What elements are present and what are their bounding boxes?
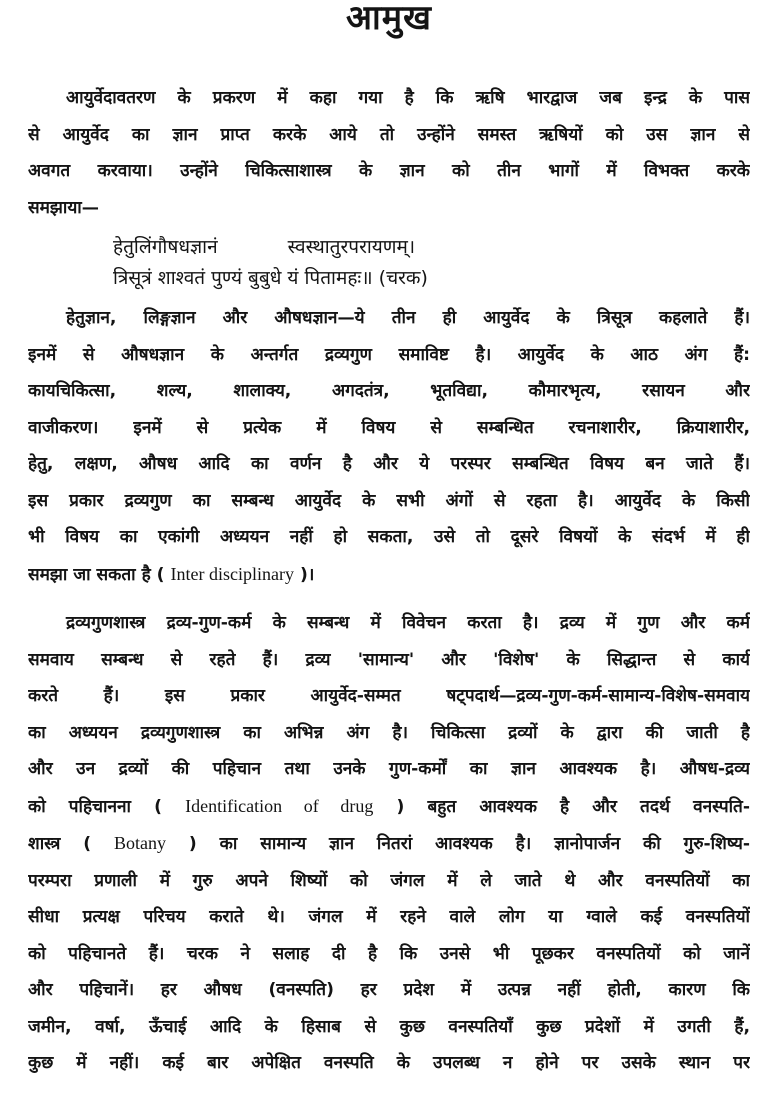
english-term: Identification of drug (185, 795, 374, 816)
text-line (28, 825, 750, 863)
verse-line-1 (113, 232, 750, 263)
text-line: हेतुज्ञान, लिङ्गज्ञान और औषधज्ञान—ये तीन ही आयुर्वेद के त्रिसूत्र कहलाते हैं। (66, 308, 750, 328)
text-line: से आयुर्वेद का ज्ञान प्राप्त करके आये तो उन्होंने समस्त ऋषियों को उस ज्ञान से (28, 124, 750, 145)
text-fragment: शास्त्र ( (28, 834, 92, 854)
text-line (28, 556, 750, 594)
text-line: और पहिचानें। हर औषध (वनस्पति) हर प्रदेश में उत्पन्न नहीं होती, कारण कि (28, 980, 750, 1000)
text-fragment: ) का सामान्य ज्ञान नितरां आवश्यक है। ज्ञानोपार्जन की गुरु-शिष्य- (188, 834, 750, 854)
text-line: को पहिचानते हैं। चरक ने सलाह दी है कि उनसे भी पूछकर वनस्पतियों को जानें (28, 943, 750, 964)
text-line (28, 788, 750, 826)
page-title: आमुख (346, 0, 432, 38)
text-fragment: )। (299, 564, 315, 585)
english-term: Inter disciplinary (170, 563, 294, 584)
text-line: हेतु, लक्षण, औषध आदि का वर्णन है और ये परस्पर सम्बन्धित विषय बन जाते हैं। (28, 454, 750, 474)
text-line: द्रव्यगुणशास्त्र द्रव्य-गुण-कर्म के सम्बन्ध में विवेचन करता है। द्रव्य में गुण और कर्म (66, 613, 750, 633)
text-line: कायचिकित्सा, शल्य, शालाक्य, अगदतंत्र, भूतविद्या, कौमारभृत्य, रसायन और (28, 381, 750, 401)
text-line: वाजीकरण। इनमें से प्रत्येक में विषय से सम्बन्धित रचनाशारीर, क्रियाशारीर, (28, 417, 750, 438)
text-line: परम्परा प्रणाली में गुरु अपने शिष्यों को जंगल में ले जाते थे और वनस्पतियों का (28, 870, 750, 891)
text-line: जमीन, वर्षा, ऊँचाई आदि के हिसाब से कुछ वनस्पतियाँ कुछ प्रदेशों में उगती हैं, (28, 1016, 750, 1037)
text-line: भी विषय का एकांगी अध्ययन नहीं हो सकता, उसे तो दूसरे विषयों के संदर्भ में ही (28, 527, 750, 547)
text-fragment: समझा जा सकता है ( (28, 564, 165, 585)
text-line: करते हैं। इस प्रकार आयुर्वेद-सम्मत षट्पदार्थ—द्रव्य-गुण-कर्म-सामान्य-विशेष-समवाय (28, 686, 750, 706)
verse-half-1: हेतुलिंगौषधज्ञानं (113, 236, 218, 258)
text-line: और उन द्रव्यों की पहिचान तथा उनके गुण-कर्मों का ज्ञान आवश्यक है। औषध-द्रव्य (28, 759, 750, 779)
text-line: इनमें से औषधज्ञान के अन्तर्गत द्रव्यगुण समाविष्ट है। आयुर्वेद के आठ अंग हैं: (28, 344, 750, 365)
text-line: समझाया— (28, 197, 99, 218)
paragraph-dravyaguna (28, 605, 750, 1082)
text-line: समवाय सम्बन्ध से रहते हैं। द्रव्य 'सामान्य' और 'विशेष' के सिद्धान्त से कार्य (28, 649, 750, 670)
text-line: अवगत करवाया। उन्होंने चिकित्साशास्त्र के ज्ञान को तीन भागों में विभक्त करके (28, 161, 750, 181)
sanskrit-verse (28, 232, 750, 294)
text-line: कुछ में नहीं। कई बार अपेक्षित वनस्पति के उपलब्ध न होने पर उसके स्थान पर (28, 1053, 750, 1073)
verse-half-2: स्वस्थातुरपरायणम्। (287, 236, 416, 258)
text-fragment: को पहिचानना ( (28, 796, 162, 817)
text-line: इस प्रकार द्रव्यगुण का सम्बन्ध आयुर्वेद के सभी अंगों से रहता है। आयुर्वेद के किसी (28, 490, 750, 511)
text-fragment: ) बहुत आवश्यक है और तदर्थ वनस्पति- (396, 796, 750, 817)
english-term: Botany (114, 833, 166, 853)
text-line: का अध्ययन द्रव्यगुणशास्त्र का अभिन्न अंग है। चिकित्सा द्रव्यों के द्वारा की जाती है (28, 722, 750, 743)
text-line: सीधा प्रत्यक्ष परिचय कराते थे। जंगल में रहने वाले लोग या ग्वाले कई वनस्पतियों (28, 907, 750, 927)
intro-paragraph (28, 80, 750, 226)
text-line: आयुर्वेदावतरण के प्रकरण में कहा गया है कि ऋषि भारद्वाज जब इन्द्र के पास (66, 88, 750, 108)
paragraph-trisutra (28, 300, 750, 593)
verse-line-2: त्रिसूत्रं शाश्वतं पुण्यं बुबुधे यं पितामहः॥ (चरक) (113, 267, 428, 289)
